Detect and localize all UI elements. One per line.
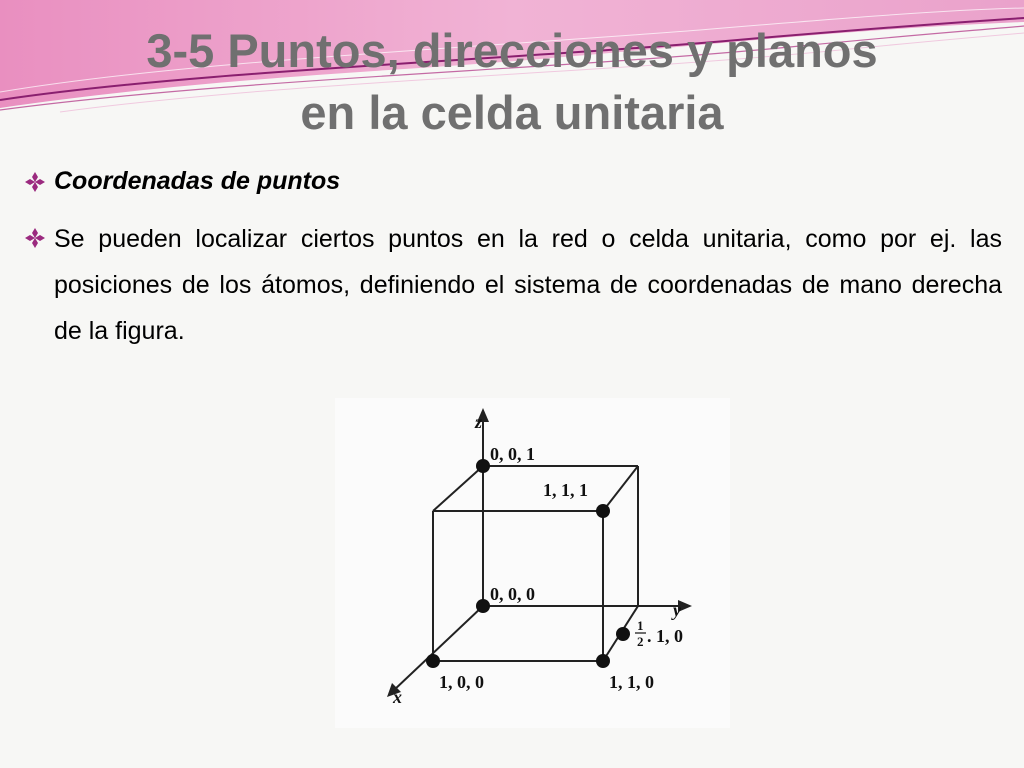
title-line-1: 3-5 Puntos, direcciones y planos xyxy=(146,24,878,77)
bullet-list xyxy=(22,160,1002,354)
cube-edge xyxy=(433,466,483,511)
point-1-0-0 xyxy=(426,654,440,668)
diamond-bullet-icon xyxy=(22,172,48,192)
label-1-0-0: 1, 0, 0 xyxy=(439,672,484,692)
label-half-denominator: 2 xyxy=(637,634,644,649)
label-0-0-1: 0, 0, 1 xyxy=(490,444,535,464)
diamond-bullet-icon xyxy=(22,228,48,248)
label-1-1-0: 1, 1, 0 xyxy=(609,672,654,692)
x-axis-label: x xyxy=(393,687,402,707)
point-0-0-0 xyxy=(476,599,490,613)
bullet-text: Se pueden localizar ciertos puntos en la red o celda unitaria, como por ej. las posiciones de los átomos, definiendo el sistema de coordenadas de mano derecha de la figura. xyxy=(54,225,1002,345)
point-0-0-1 xyxy=(476,459,490,473)
point-1-1-1 xyxy=(596,504,610,518)
cube-edge xyxy=(603,466,638,511)
point-1-1-0 xyxy=(596,654,610,668)
label-0-0-0: 0, 0, 0 xyxy=(490,584,535,604)
slide-title xyxy=(0,20,1024,144)
point-half-1-0 xyxy=(616,627,630,641)
bullet-item xyxy=(22,160,1002,202)
bullet-item xyxy=(22,216,1002,354)
label-half-rest: . 1, 0 xyxy=(647,626,683,646)
y-axis-label: y xyxy=(673,600,681,620)
bullet-text: Coordenadas de puntos xyxy=(54,167,341,195)
label-half-numerator: 1 xyxy=(637,618,644,633)
title-line-2: en la celda unitaria xyxy=(300,86,724,139)
z-axis-label: z xyxy=(475,412,483,432)
unit-cell-figure xyxy=(335,398,730,728)
unit-cell-diagram xyxy=(335,398,730,728)
label-1-1-1: 1, 1, 1 xyxy=(543,480,588,500)
